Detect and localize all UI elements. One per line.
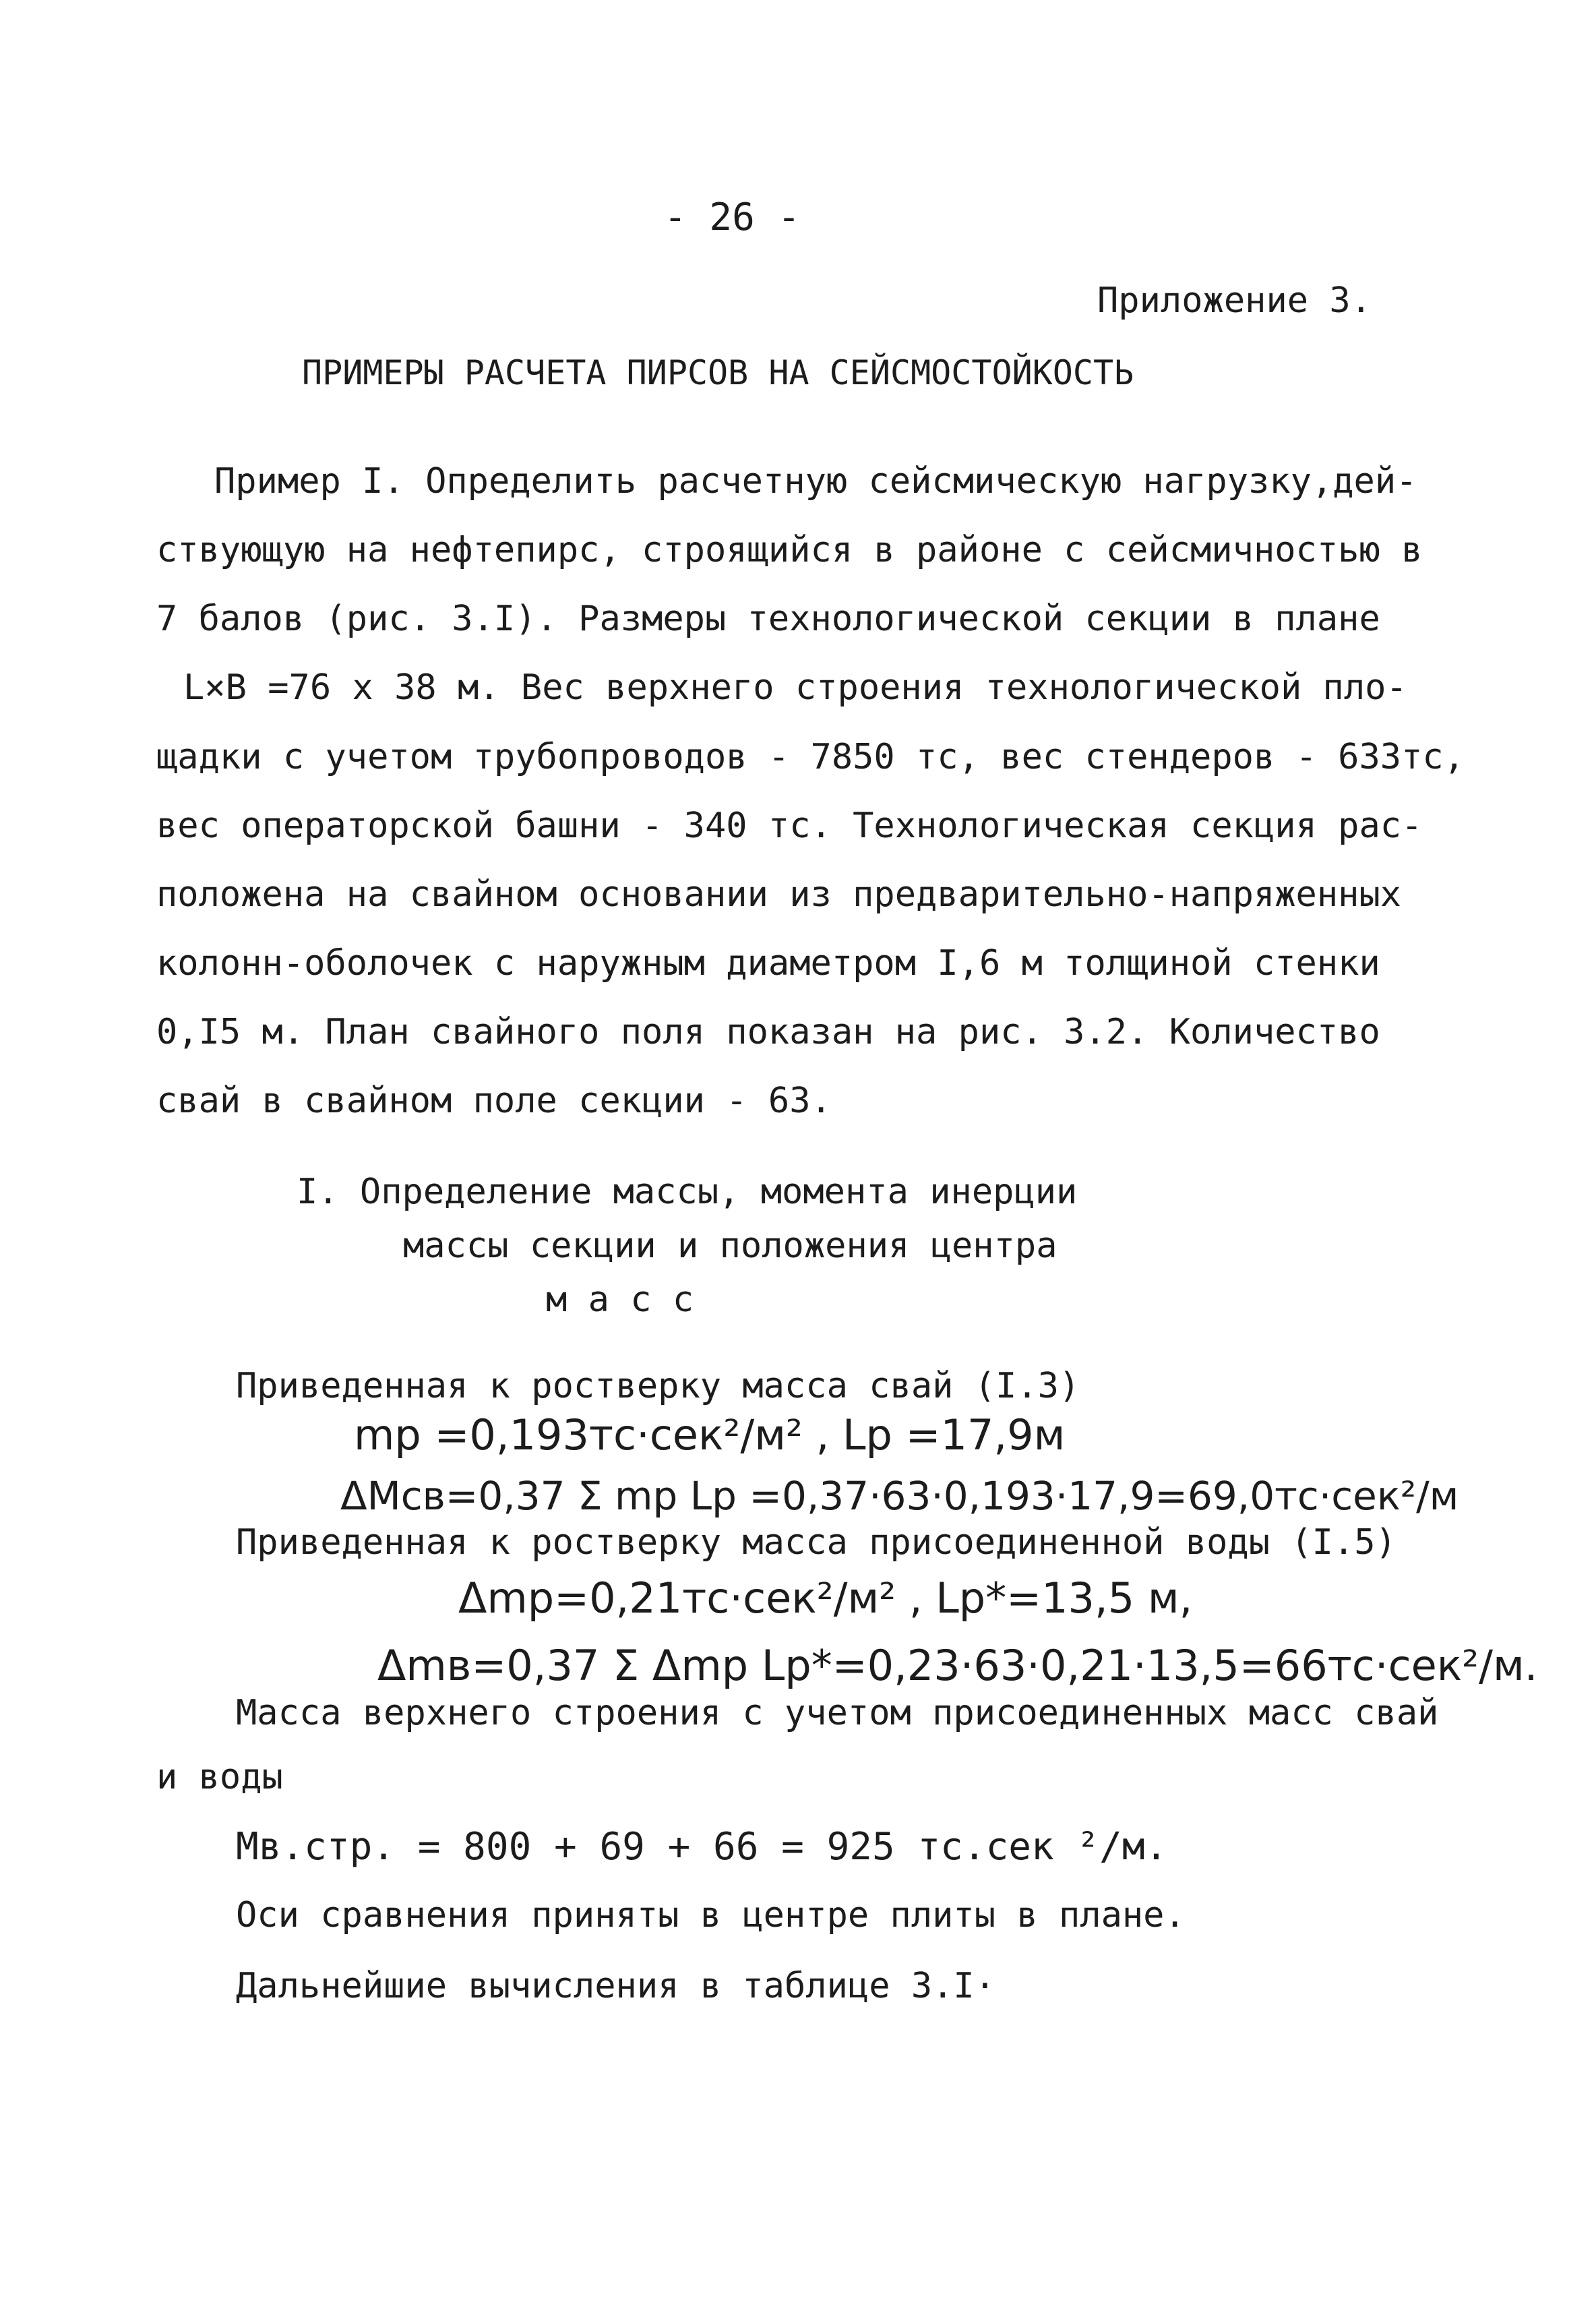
water-mass-text: Приведенная к ростверку масса присоединенной воды (I.5) [236,1522,1396,1563]
intro-line: щадки с учетом трубопроводов - 7850 тс, вес стендеров - 633тс, [156,737,1465,777]
intro-line: ствующую на нефтепирс, строящийся в районе с сейсмичностью в [156,530,1423,570]
page-number: - 26 - [664,196,801,239]
final-text: Дальнейшие вычисления в таблице 3.I· [236,1966,996,2006]
piles-mass-text: Приведенная к ростверку масса свай (I.3) [236,1366,1080,1406]
section-heading-line: массы секции и положения центра [403,1226,1057,1266]
intro-line: свай в свайном поле секции - 63. [156,1081,832,1121]
axes-text: Оси сравнения приняты в центре плиты в плане. [236,1895,1186,1935]
intro-line: положена на свайном основании из предварительно-напряженных [156,874,1402,915]
document-title: ПРИМЕРЫ РАСЧЕТА ПИРСОВ НА СЕЙСМОСТОЙКОСТЬ [302,353,1134,392]
formula-water-mass-sum: Δmв=0,37 Σ Δmр Lр*=0,23·63·0,21·13,5=66тс·сек²/м. [377,1641,1538,1690]
formula-superstructure-mass: Mв.стр. = 800 + 69 + 66 = 925 тс.сек ²/м. [236,1825,1168,1869]
intro-line: Пример I. Определить расчетную сейсмическую нагрузку,дей- [214,461,1417,502]
section-heading-line: I. Определение массы, момента инерции [297,1172,1078,1212]
intro-line: 7 балов (рис. 3.I). Размеры технологической секции в плане [156,599,1380,639]
intro-line: 0,I5 м. План свайного поля показан на рис. 3.2. Количество [156,1012,1380,1052]
formula-pile-mass-sum: ΔMсв=0,37 Σ mр Lр =0,37·63·0,193·17,9=69,0тс·сек²/м [340,1473,1459,1519]
intro-line: колонн-оболочек с наружным диаметром I,6 м толщиной стенки [156,943,1380,984]
formula-pile-mass: mр =0,193тс·сек²/м² , Lр =17,9м [354,1410,1066,1460]
intro-line: вес операторской башни - 340 тс. Технологическая секция рас- [156,806,1423,846]
superstructure-mass-text: Масса верхнего строения с учетом присоединенных масс свай [236,1693,1439,1733]
superstructure-mass-text: и воды [156,1757,283,1797]
intro-line: L×B =76 x 38 м. Вес верхнего строения технологической пло- [183,667,1407,708]
formula-water-mass: Δmр=0,21тс·сек²/м² , Lр*=13,5 м, [458,1573,1193,1623]
section-heading-line: м а с с [546,1280,694,1320]
appendix-label: Приложение 3. [1097,280,1372,321]
